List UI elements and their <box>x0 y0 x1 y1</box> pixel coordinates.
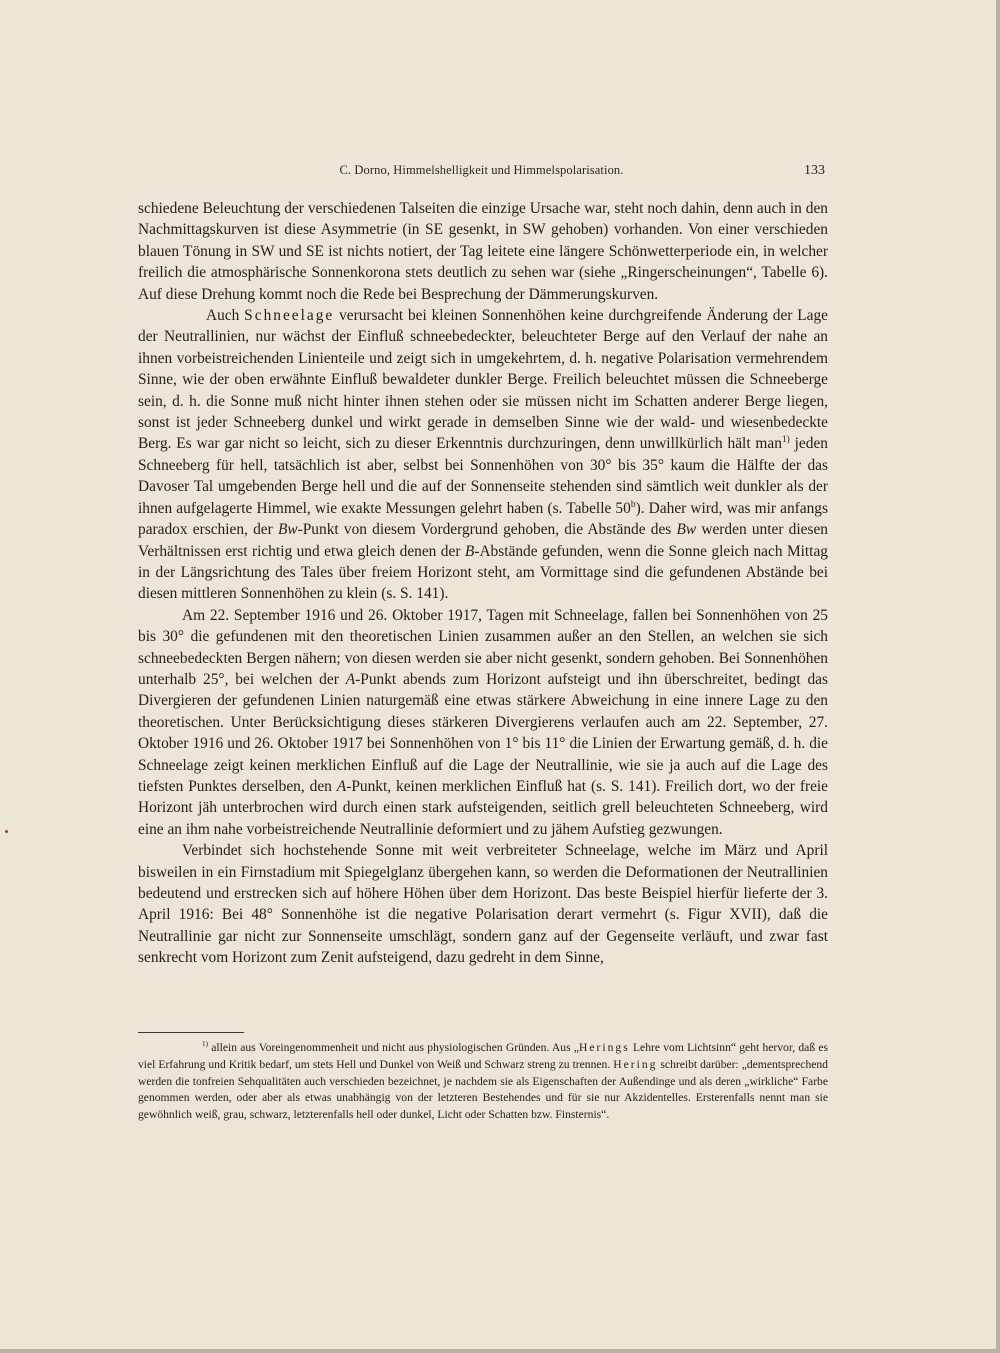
italic-term: Bw <box>676 521 697 539</box>
footnote-rule <box>138 1032 244 1033</box>
text-run: Am 22. September 1916 und 26. Oktober 1917, Tagen mit Schneelage, fallen bei Sonnenhöhen von 25 bis 30° die gefundenen mit den theoretischen Linien zusammen außer an den Stellen, an welchen sie sich schneebedeckten Bergen nähern; von diesen werden sie aber nicht gesenkt, sondern gehoben. Bei Sonnenhöhen unterhalb 25°, bei welchen der <box>138 606 828 688</box>
text-run: -Punkt abends zum Horizont aufsteigt und ihn überschreitet, bedingt das Divergieren der gefundenen Linien naturgemäß eine etwas stärkere Abweichung in eine innere Lage zu den theoretischen. Unter Berücksichtigung dieses stärkeren Divergierens verlaufen auch am 22. September, 27. Oktober 1916 und 26. Oktober 1917 bei Sonnenhöhen von 1° bis 11° die Linien der Erwartung gemäß, d. h. die Schneelage zeigt keinen merklichen Einfluß auf die Lage der Neutrallinie, wie sie ja auch auf die Lage des tiefsten Punktes derselben, den <box>138 670 828 795</box>
text-run: -Punkt von diesem Vordergrund gehoben, die Abstände des <box>297 521 672 539</box>
italic-term: A <box>336 777 347 795</box>
paragraph-3 <box>138 605 828 840</box>
spaced-term-schneelage: Schneelage <box>244 307 335 325</box>
text-run: Auch <box>206 307 240 325</box>
running-head: C. Dorno, Himmelshelligkeit und Himmelspolarisation. <box>339 163 624 177</box>
superscript: b <box>630 498 636 510</box>
margin-speck <box>5 830 8 833</box>
footnote <box>138 1040 828 1124</box>
paragraph-1: schiedene Beleuchtung der verschiedenen Talseiten die einzige Ursache war, steht noch dahin, denn auch in den Nachmittagskurven ist diese Asymmetrie (in SE gesenkt, in SW gehoben) vorhanden. Von einer verschieden blauen Tönung in SW und SE ist nichts notiert, der Tag leitete eine längere Schönwetterperiode ein, in welcher freilich die atmosphärische Sonnenkorona stets deutlich zu sehen war (siehe „Ringerscheinungen“, Tabelle 6). Auf diese Drehung kommt noch die Rede bei Besprechung der Dämmerungskurven. <box>138 200 828 303</box>
text-run: -Abstände gefunden, wenn die Sonne gleich nach Mittag in der Längsrichtung des Tales über freiem Horizont steht, am Vormittage sind die gefundenen Abstände bei diesen mittleren Sonnenhöhen zu klein (s. S. 141). <box>138 542 828 603</box>
footnote-mark: 1) <box>202 1040 208 1049</box>
text-run: werden unter diesen Verhältnissen erst richtig und etwa gleich denen der <box>138 521 828 560</box>
paragraph-4: Verbindet sich hochstehende Sonne mit weit verbreiteter Schneelage, welche im März und April bisweilen in ein Firnstadium mit Spiegelglanz übergehen kann, so werden die Deformationen der Neutrallinien bedeutend und erstrecken sich auf höhere Höhen über dem Horizont. Das beste Beispiel hierfür lieferte der 3. April 1916: Bei 48° Sonnenhöhe ist die negative Polarisation derart vermehrt (s. Figur XVII), daß die Neutrallinie gar nicht zur Sonnenseite umschlägt, sondern ganz auf der Gegenseite verläuft, und zwar fast senkrecht vom Horizont zum Zenit aufsteigend, dazu gedreht in dem Sinne, <box>138 842 828 967</box>
page-number: 133 <box>804 163 825 178</box>
spaced-name-hering: Herings <box>579 1041 630 1054</box>
spaced-name-hering: Hering <box>613 1057 658 1071</box>
text-run: -Punkt, keinen merklichen Einfluß hat (s. S. 141). Freilich dort, wo der freie Horizont jäh unterbrochen wird durch einen stark aufsteigenden, seitlich grell beleuchteten Schneeberg, wird eine an ihm nahe vorbeistreichende Neutrallinie deformiert und zu jähem Aufstieg gezwungen. <box>138 777 829 838</box>
text-run: ). Daher wird, was mir anfangs paradox erschien, der <box>138 499 828 539</box>
italic-term: Bw <box>277 521 298 539</box>
text-run: allein aus Voreingenommenheit und nicht aus physiologischen Gründen. Aus „ <box>211 1041 579 1054</box>
body-text <box>138 198 828 969</box>
paragraph-2 <box>138 305 828 605</box>
text-run: verursacht bei kleinen Sonnenhöhen keine durchgreifende Änderung der Lage der Neutrallinien, nur wächst der Einfluß schneebedeckter, beleuchteter Berge auf den Verlauf der nahe an ihnen vorbeistreichenden Linienteile und zeigt sich in umgekehrtem, d. h. negative Polarisation vermehrendem Sinne, wie der oben erwähnte Einfluß bewaldeter dunkler Berge. Freilich beleuchtet müssen die Schneeberge sein, d. h. die Sonne muß nicht hinter ihnen stehen oder sie müssen nicht im Schatten anderer Berge liegen, sonst ist jeder Schneeberg dunkel und wirkt gerade in demselben Sinne wie der wald- und wiesenbedeckte Berg. Es war gar nicht so leicht, sich zu dieser Erkenntnis durchzuringen, denn unwillkürlich hält man <box>138 307 829 453</box>
text-run: Lehre vom Lichtsinn“ geht hervor, daß es viel Erfahrung und Kritik bedarf, um stets Hell und Dunkel von Weiß und Schwarz streng zu trennen. <box>138 1041 829 1071</box>
italic-term: B <box>464 542 475 560</box>
text-run: schreibt darüber: „dementsprechend werden die tonfreien Sehqualitäten auch verschieden bezeichnet, je nachdem sie als Eigenschaften der Außendinge und als deren „wirkliche“ Farbe genommen werden, oder aber als etwas unabhängig von der letzteren Bestehendes und für sie nur Akzidentelles. Ersterenfalls nennt man sie gewöhnlich weiß, grau, schwarz, letzterenfalls hell oder dunkel, Licht oder Schatten bzw. Finsternis“. <box>138 1057 828 1122</box>
footnote-reference[interactable]: 1) <box>781 434 790 446</box>
text-run: jeden Schneeberg für hell, tatsächlich ist aber, selbst bei Sonnenhöhen von 30° bis 35° kaum die Hälfte der das Davoser Tal umgebenden Berge hell und die auf der Sonnenseite stehenden sind sämtlich weit dunkler als der ihnen aufgelagerte Himmel, wie exakte Messungen gelehrt haben (s. Tabelle 50 <box>138 435 828 517</box>
italic-term: A <box>345 670 356 688</box>
